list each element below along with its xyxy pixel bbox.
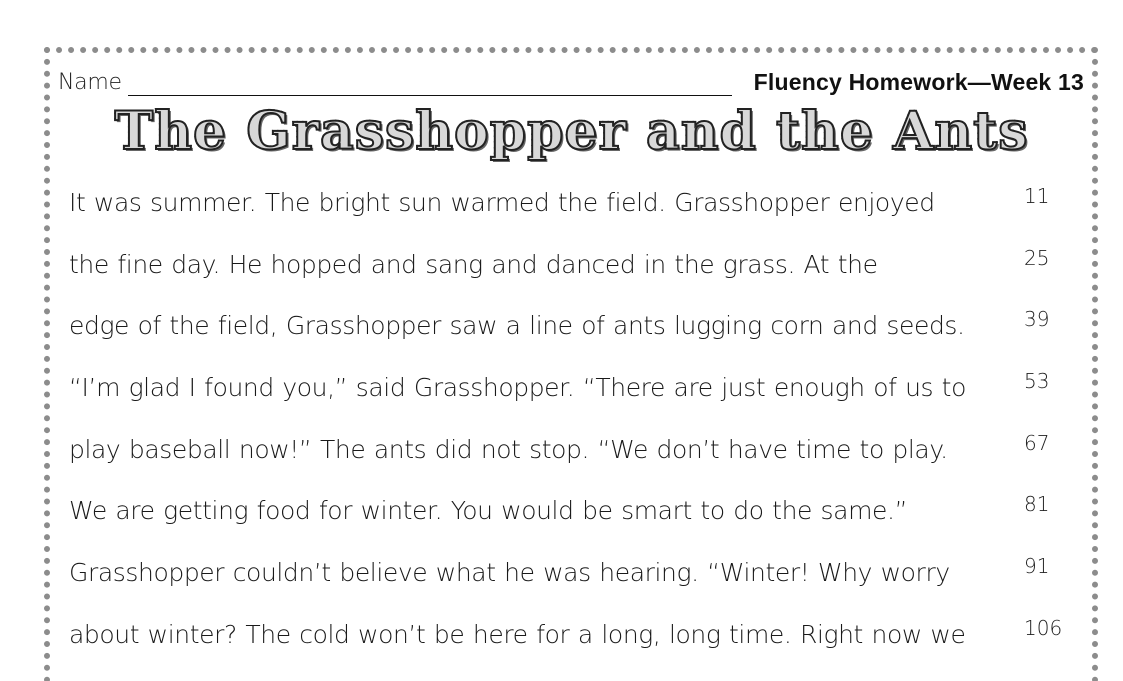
word-count: 106 <box>1024 615 1063 640</box>
worksheet-header <box>58 66 1084 100</box>
word-count: 11 <box>1024 184 1050 208</box>
passage-line <box>69 488 1079 550</box>
word-count: 91 <box>1024 554 1050 579</box>
passage-line <box>69 612 1079 674</box>
passage-line-text: “I’m glad I found you,” said Grasshopper. “There are just enough of us to <box>69 373 966 403</box>
passage-line <box>69 242 1079 304</box>
name-write-line <box>128 95 732 96</box>
passage-line <box>69 550 1079 612</box>
passage-line-text: We are getting food for winter. You would be smart to do the same.” <box>69 496 908 526</box>
word-count: 53 <box>1024 369 1050 394</box>
reading-passage <box>69 180 1079 674</box>
word-count: 39 <box>1024 307 1050 332</box>
word-count: 25 <box>1024 245 1050 270</box>
passage-line <box>69 303 1079 365</box>
worksheet-week-label: Fluency Homework—Week 13 <box>753 69 1084 95</box>
passage-line-text: edge of the field, Grasshopper saw a line of ants lugging corn and seeds. <box>69 311 965 341</box>
passage-line <box>69 427 1079 489</box>
word-count: 67 <box>1024 430 1050 455</box>
passage-line-text: Grasshopper couldn’t believe what he was hearing. “Winter! Why worry <box>69 558 950 588</box>
passage-line <box>69 180 1079 242</box>
passage-line <box>69 365 1079 427</box>
name-label: Name <box>58 70 122 95</box>
story-title: The Grasshopper and the Ants <box>0 106 1123 158</box>
passage-line-text: It was summer. The bright sun warmed the field. Grasshopper enjoyed <box>69 188 935 217</box>
word-count: 81 <box>1024 492 1050 517</box>
passage-line-text: the fine day. He hopped and sang and danced in the grass. At the <box>69 249 878 279</box>
passage-line-text: about winter? The cold won’t be here for a long, long time. Right now we <box>69 619 966 649</box>
passage-line-text: play baseball now!” The ants did not stop. “We don’t have time to play. <box>69 434 948 464</box>
